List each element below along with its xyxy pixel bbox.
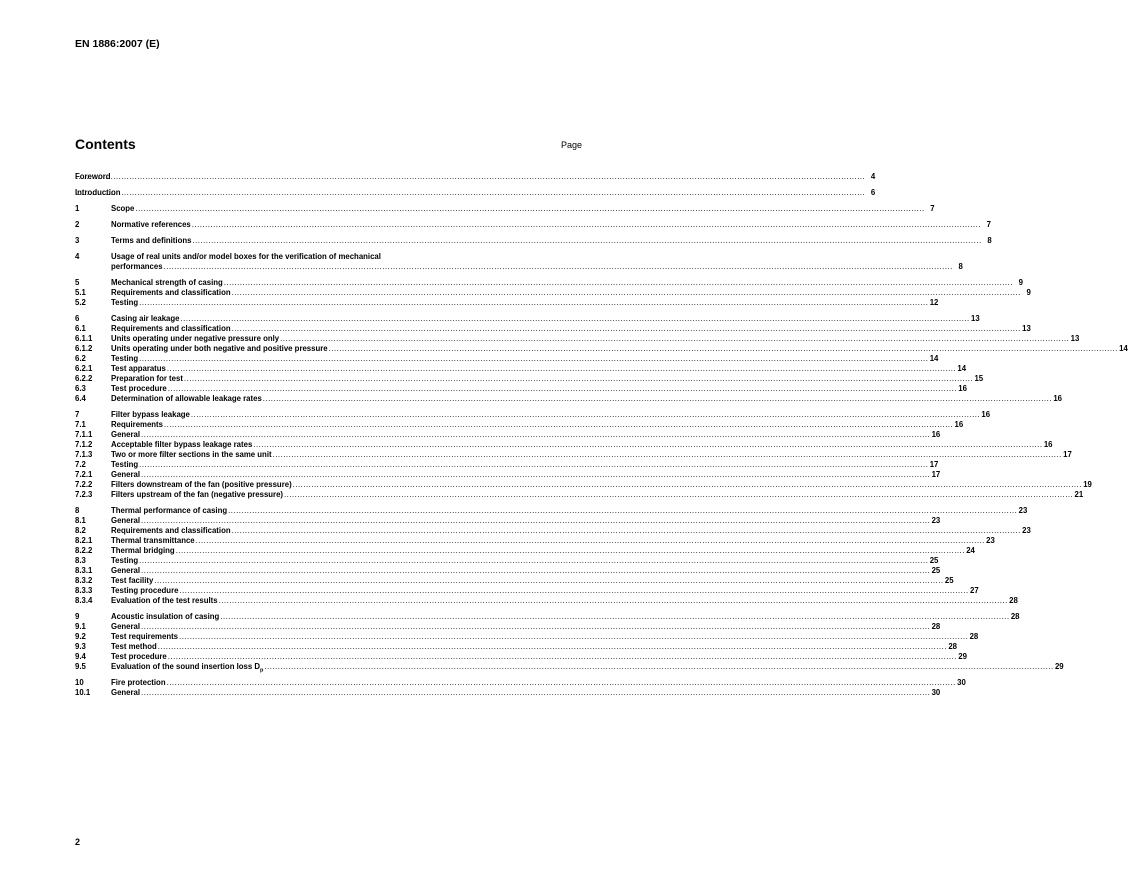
dot-leader <box>167 678 956 688</box>
toc-entry[interactable] <box>75 298 939 308</box>
dot-leader <box>192 236 981 246</box>
toc-entry-number: 7.1.1 <box>75 430 93 439</box>
toc-entry[interactable] <box>75 288 1031 298</box>
toc-entry-number: 8.1 <box>75 516 86 525</box>
toc-entry-title: Evaluation of the test results <box>111 596 218 605</box>
toc-entry-number: 9 <box>75 612 80 621</box>
toc-entry[interactable] <box>75 688 941 698</box>
toc-entry[interactable] <box>75 220 991 230</box>
toc-entry[interactable] <box>75 506 1028 516</box>
toc-entry-number: 7.2 <box>75 460 86 469</box>
toc-entry-title: Acoustic insulation of casing <box>111 612 220 621</box>
dot-leader <box>179 586 968 596</box>
toc-entry-title: Test procedure <box>111 384 167 393</box>
toc-entry-page: 17 <box>1063 450 1072 459</box>
toc-entry-title: Testing <box>111 460 139 469</box>
toc-entry-page: 13 <box>971 314 980 323</box>
dot-leader <box>158 642 947 652</box>
toc-entry-number: 7.2.3 <box>75 490 93 499</box>
dot-leader <box>180 314 969 324</box>
toc-entry-number: 8.3.4 <box>75 596 93 605</box>
toc-entry-page: 14 <box>929 354 939 363</box>
toc-entry-page: 7 <box>986 220 991 229</box>
toc-entry-number: 4 <box>75 252 80 261</box>
toc-entry-title: Filter bypass leakage <box>111 410 190 419</box>
toc-entry-number: 9.2 <box>75 632 86 641</box>
toc-entry[interactable] <box>75 410 991 420</box>
toc-entry-title: Testing <box>111 298 139 307</box>
toc-entry-page: 25 <box>931 566 941 575</box>
toc-entry[interactable] <box>75 430 941 440</box>
dot-leader <box>224 278 1013 288</box>
toc-entry[interactable] <box>75 622 941 632</box>
toc-entry-title: Test method <box>111 642 157 651</box>
dot-leader <box>139 460 928 470</box>
toc-entry-title: General <box>111 430 141 439</box>
toc-entry-title: Requirements <box>111 420 163 429</box>
toc-entry-number: 6.2.1 <box>75 364 93 373</box>
dot-leader <box>76 172 865 182</box>
toc-entry-page: 30 <box>957 678 966 687</box>
dot-leader <box>164 262 953 272</box>
toc-entry-page: 13 <box>1022 324 1031 333</box>
toc-entry-page: 21 <box>1074 490 1084 499</box>
toc-entry[interactable] <box>75 566 941 576</box>
dot-leader <box>232 324 1021 334</box>
dot-leader <box>141 470 930 480</box>
dot-leader <box>192 220 981 230</box>
dot-leader <box>228 506 1017 516</box>
dot-leader <box>141 688 930 698</box>
toc-entry-title-continued: performances <box>111 262 163 271</box>
toc-entry[interactable] <box>75 662 1064 674</box>
page-number: 2 <box>75 837 81 847</box>
dot-leader <box>141 622 930 632</box>
toc-entry-page: 30 <box>931 688 941 697</box>
toc-entry-page: 29 <box>958 652 967 661</box>
document-id: EN 1886:2007 (E) <box>75 38 160 50</box>
toc-entry-title: Requirements and classification <box>111 526 231 535</box>
toc-entry-number: 3 <box>75 236 80 245</box>
toc-entry-number: 10.1 <box>75 688 91 697</box>
toc-entry[interactable] <box>75 394 1063 404</box>
toc-entry[interactable]: Introduction ..... 6 <box>75 188 583 198</box>
toc-entry-number: 8.3.2 <box>75 576 93 585</box>
toc-entry[interactable] <box>75 642 957 652</box>
toc-entry-page: 8 <box>958 262 963 271</box>
dot-leader <box>273 450 1062 460</box>
toc-entry-number: 5.2 <box>75 298 86 307</box>
dot-leader <box>141 516 930 526</box>
toc-entry[interactable] <box>75 204 935 214</box>
dot-leader <box>139 298 928 308</box>
toc-entry-title: Fire protection <box>111 678 166 687</box>
dot-leader <box>164 420 953 430</box>
dot-leader <box>284 490 1073 500</box>
toc-entry-page: 15 <box>974 374 984 383</box>
toc-entry-title: Testing <box>111 354 139 363</box>
toc-entry-number: 6.2.2 <box>75 374 93 383</box>
toc-entry[interactable] <box>75 334 1080 344</box>
toc-entry-page: 6 <box>870 188 876 197</box>
toc-entry[interactable] <box>75 314 980 324</box>
toc-entry[interactable] <box>75 374 984 384</box>
toc-entry-number: 6.4 <box>75 394 86 403</box>
toc-entry-number: 6.3 <box>75 384 86 393</box>
toc-entry[interactable] <box>75 576 954 586</box>
toc-entry-page: 25 <box>944 576 954 585</box>
toc-entry[interactable] <box>75 470 941 480</box>
toc-entry-page: 25 <box>929 556 939 565</box>
toc-entry-number: 6 <box>75 314 80 323</box>
toc-entry-number: 7 <box>75 410 80 419</box>
dot-leader <box>280 334 1069 344</box>
dot-leader <box>141 430 930 440</box>
toc-entry-title: Testing <box>111 556 139 565</box>
dot-leader <box>191 410 980 420</box>
toc-entry-title: Test facility <box>111 576 154 585</box>
toc-entry-title: Units operating under negative pressure only <box>111 334 280 343</box>
toc-entry-number: 9.1 <box>75 622 86 631</box>
toc-entry-title: Requirements and classification <box>111 288 231 297</box>
dot-leader <box>135 204 924 214</box>
toc-entry-page: 24 <box>966 546 975 555</box>
toc-entry[interactable] <box>75 450 1072 460</box>
toc-entry-title: Scope <box>111 204 135 213</box>
toc-entry[interactable] <box>75 236 992 246</box>
toc-entry-title: Requirements and classification <box>111 324 231 333</box>
toc-entry-page: 16 <box>954 420 964 429</box>
toc-entry-title: Acceptable filter bypass leakage rates <box>111 440 253 449</box>
toc-entry-number: 8.2.1 <box>75 536 93 545</box>
toc-entry-page: 28 <box>1010 612 1020 621</box>
dot-leader <box>232 288 1021 298</box>
toc-entry[interactable] <box>75 324 1031 334</box>
toc-entry-number: 7.1 <box>75 420 86 429</box>
dot-leader <box>232 526 1021 536</box>
toc-entry-title: Evaluation of the sound insertion loss $D_p$ <box>111 662 264 674</box>
toc-entry-number: 9.3 <box>75 642 86 651</box>
toc-entry[interactable] <box>75 490 1084 500</box>
toc-entry-number: 6.1.2 <box>75 344 93 353</box>
toc-entry[interactable] <box>75 440 1053 450</box>
dot-leader <box>139 556 928 566</box>
toc-entry-page: 28 <box>948 642 957 651</box>
toc-entry-page: 23 <box>1018 506 1028 515</box>
toc-entry-title: Preparation for test <box>111 374 183 383</box>
toc-entry-number: 5.1 <box>75 288 86 297</box>
toc-entry[interactable] <box>75 678 966 688</box>
toc-entry-page: 14 <box>957 364 967 373</box>
dot-leader <box>154 576 943 586</box>
toc-entry-number: 8 <box>75 506 80 515</box>
toc-entry[interactable] <box>75 526 1031 536</box>
toc-entry-page: 7 <box>930 204 935 213</box>
toc-entry-page: 16 <box>958 384 967 393</box>
dot-leader <box>168 384 957 394</box>
toc-entry-number: 7.2.1 <box>75 470 93 479</box>
toc-entry-number: 7.2.2 <box>75 480 93 489</box>
toc-entry-page: 12 <box>929 298 939 307</box>
toc-entry[interactable] <box>75 344 1128 354</box>
toc-entry[interactable] <box>75 354 939 364</box>
toc-entry-title: Mechanical strength of casing <box>111 278 223 287</box>
dot-leader <box>184 374 973 384</box>
toc-entry-number: 8.3.1 <box>75 566 93 575</box>
toc-entry[interactable] <box>75 596 1018 606</box>
toc-entry-number: 8.3.3 <box>75 586 93 595</box>
toc-entry-title: Usage of real units and/or model boxes for the verification of mechanical <box>111 252 381 261</box>
toc-entry-title: General <box>111 622 141 631</box>
toc-entry-title: Two or more filter sections in the same unit <box>111 450 272 459</box>
toc-entry-title: Terms and definitions <box>111 236 192 245</box>
toc-entry-number: 8.3 <box>75 556 86 565</box>
toc-entry-number: 2 <box>75 220 80 229</box>
toc-entry[interactable] <box>75 420 964 430</box>
toc-entry-number: 7.1.2 <box>75 440 93 449</box>
toc-entry-title: Filters upstream of the fan (negative pressure) <box>111 490 284 499</box>
toc-entry-page: 29 <box>1054 662 1064 671</box>
dot-leader <box>263 394 1052 404</box>
toc-entry-number: 6.1 <box>75 324 86 333</box>
toc-entry-page: 13 <box>1070 334 1080 343</box>
toc-entry-number: 6.1.1 <box>75 334 93 343</box>
toc-entry[interactable] <box>75 652 967 662</box>
dot-leader <box>168 652 957 662</box>
toc-entry-page: 23 <box>931 516 941 525</box>
toc-entry[interactable] <box>75 516 941 526</box>
toc-entry-number: 8.2.2 <box>75 546 93 555</box>
toc-entry-title: General <box>111 688 141 697</box>
toc-entry[interactable] <box>75 612 1020 622</box>
dot-leader <box>141 566 930 576</box>
toc-entry-title: Test requirements <box>111 632 179 641</box>
toc-entry[interactable] <box>75 480 1092 490</box>
dot-leader <box>139 354 928 364</box>
toc-entry-title: General <box>111 566 141 575</box>
toc-entry-number: 5 <box>75 278 80 287</box>
dot-leader <box>167 364 956 374</box>
toc-entry[interactable] <box>75 278 1023 288</box>
toc-entry-title: Thermal bridging <box>111 546 175 555</box>
dot-leader <box>76 188 865 198</box>
toc-entry-title: Thermal transmittance <box>111 536 195 545</box>
toc-entry-number: 6.2 <box>75 354 86 363</box>
dot-leader <box>293 480 1082 490</box>
toc-entry-number: 10 <box>75 678 84 687</box>
toc-entry-title: Testing procedure <box>111 586 179 595</box>
toc-entry[interactable] <box>75 546 975 556</box>
toc-entry-title: General <box>111 470 141 479</box>
toc-entry-page: 17 <box>929 460 939 469</box>
toc-entry-page: 27 <box>969 586 979 595</box>
toc-entry-page: 16 <box>1053 394 1063 403</box>
toc-entry-number: 7.1.3 <box>75 450 93 459</box>
dot-leader <box>329 344 1118 354</box>
dot-leader <box>220 612 1009 622</box>
toc-entry-page: 16 <box>981 410 991 419</box>
toc-entry-number: 9.5 <box>75 662 86 671</box>
page-column-label: Page <box>560 140 582 150</box>
toc-entry-page: 17 <box>931 470 941 479</box>
toc-entry-title: Determination of allowable leakage rates <box>111 394 262 403</box>
toc-entry-page: 28 <box>931 622 941 631</box>
toc-entry-title: Units operating under both negative and positive pressure <box>111 344 328 353</box>
toc-entry[interactable]: Foreword ..... 4 <box>75 172 583 182</box>
toc-entry-title: Test procedure <box>111 652 167 661</box>
toc-entry[interactable] <box>75 460 939 470</box>
contents-title: Contents <box>75 136 136 152</box>
toc-entry-page: 9 <box>1026 288 1031 297</box>
toc-entry-page: 23 <box>1022 526 1031 535</box>
toc-entry[interactable] <box>75 632 979 642</box>
toc-entry-page: 19 <box>1083 480 1092 489</box>
toc-entry-page: 23 <box>986 536 995 545</box>
toc-entry-title: Test apparatus <box>111 364 166 373</box>
toc-entry-number: 9.4 <box>75 652 86 661</box>
toc-entry-page: 8 <box>987 236 992 245</box>
toc-entry-number: 1 <box>75 204 80 213</box>
toc-entry-page: 14 <box>1119 344 1128 353</box>
dot-leader <box>176 546 965 556</box>
toc-entry-title: Casing air leakage <box>111 314 180 323</box>
toc-entry-page: 16 <box>931 430 941 439</box>
toc-entry-page: 28 <box>969 632 979 641</box>
toc-entry-title: Thermal performance of casing <box>111 506 228 515</box>
toc-entry[interactable] <box>75 384 967 394</box>
toc-entry-number: 8.2 <box>75 526 86 535</box>
toc-entry-page: 16 <box>1043 440 1053 449</box>
dot-leader <box>196 536 985 546</box>
toc-entry[interactable] <box>75 536 995 546</box>
toc-entry-title: Normative references <box>111 220 191 229</box>
dot-leader <box>253 440 1042 450</box>
toc-entry-title: General <box>111 516 141 525</box>
toc-entry[interactable] <box>75 252 963 272</box>
toc-entry[interactable] <box>75 556 939 566</box>
toc-entry-title: Filters downstream of the fan (positive pressure) <box>111 480 292 489</box>
table-of-contents <box>75 172 1128 698</box>
toc-entry[interactable] <box>75 364 967 374</box>
dot-leader <box>179 632 968 642</box>
toc-entry-page: 9 <box>1018 278 1023 287</box>
toc-entry-page: 28 <box>1009 596 1018 605</box>
dot-leader <box>264 662 1053 672</box>
dot-leader <box>219 596 1008 606</box>
toc-entry-page: 4 <box>870 172 876 181</box>
toc-entry[interactable] <box>75 586 979 596</box>
